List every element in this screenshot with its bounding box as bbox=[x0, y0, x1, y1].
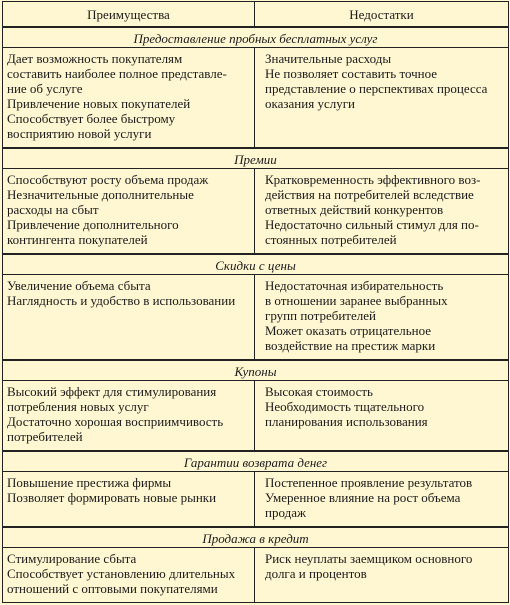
advantage-line: Высокий эффект для стимулирования bbox=[7, 384, 217, 399]
advantage-line: расходы на сбыт bbox=[7, 202, 99, 217]
disadvantage-line: продаж bbox=[265, 505, 306, 520]
comparison-table bbox=[2, 1, 509, 603]
disadvantage-line: стоянных потребителей bbox=[265, 232, 397, 247]
advantage-line: Способствует установлению длительных bbox=[7, 566, 236, 581]
advantage-line: Позволяет формировать новые рынки bbox=[7, 490, 217, 505]
section-title-row bbox=[3, 360, 509, 381]
advantage-line: Незначительные дополнительные bbox=[7, 187, 194, 202]
advantage-line: Дает возможность покупателям bbox=[7, 51, 183, 66]
disadvantages-cell bbox=[255, 275, 509, 361]
advantage-line: потребления новых услуг bbox=[7, 399, 149, 414]
advantages-cell bbox=[3, 548, 255, 603]
section-title-row bbox=[3, 148, 509, 169]
disadvantage-line: Может оказать отрицательное bbox=[265, 323, 432, 338]
advantage-line: Привлечение дополнительного bbox=[7, 217, 179, 232]
advantage-line: восприятию новой услуги bbox=[7, 126, 152, 141]
section-content-row bbox=[3, 275, 509, 361]
disadvantage-line: представление о перспективах процесса bbox=[265, 81, 488, 96]
disadvantages-cell bbox=[255, 548, 509, 603]
advantage-line: Способствуют росту объема продаж bbox=[7, 172, 209, 187]
advantage-line: Повышение престижа фирмы bbox=[7, 475, 172, 490]
disadvantage-line: Кратковременность эффективного воз- bbox=[265, 172, 481, 187]
advantage-line: отношений с оптовыми покупателями bbox=[7, 581, 218, 596]
section-title: Продажа в кредит bbox=[3, 527, 509, 548]
section-title: Гарантии возврата денег bbox=[3, 451, 509, 472]
header-disadvantages: Недостатки bbox=[255, 2, 509, 28]
disadvantages-cell bbox=[255, 169, 509, 255]
disadvantage-line: Умеренное влияние на рост объема bbox=[265, 490, 461, 505]
disadvantages-cell bbox=[255, 472, 509, 528]
advantage-line: потребителей bbox=[7, 429, 83, 444]
disadvantage-line: Риск неуплаты заемщиком основного bbox=[265, 551, 473, 566]
advantage-line: Наглядность и удобство в использовании bbox=[7, 293, 236, 308]
disadvantages-cell bbox=[255, 48, 509, 149]
advantage-line: Увеличение объема сбыта bbox=[7, 278, 151, 293]
disadvantage-line: Недостаточная избирательность bbox=[265, 278, 444, 293]
disadvantage-line: в отношении заранее выбранных bbox=[265, 293, 448, 308]
disadvantage-line: планирования использования bbox=[265, 414, 428, 429]
disadvantage-line: Необходимость тщательного bbox=[265, 399, 425, 414]
section-title: Премии bbox=[3, 148, 509, 169]
disadvantage-line: Недостаточно сильный стимул для по- bbox=[265, 217, 479, 232]
section-content-row bbox=[3, 548, 509, 603]
disadvantage-line: оказания услуги bbox=[265, 96, 355, 111]
section-content-row bbox=[3, 48, 509, 149]
advantage-line: Достаточно хорошая восприимчивость bbox=[7, 414, 224, 429]
disadvantages-cell bbox=[255, 381, 509, 452]
disadvantage-line: ответных действий конкурентов bbox=[265, 202, 444, 217]
section-title-row bbox=[3, 254, 509, 275]
section-title-row bbox=[3, 527, 509, 548]
section-title: Предоставление пробных бесплатных услуг bbox=[3, 27, 509, 48]
section-content-row bbox=[3, 169, 509, 255]
disadvantage-line: Постепенное проявление результатов bbox=[265, 475, 473, 490]
advantage-line: Способствует более быстрому bbox=[7, 111, 176, 126]
advantages-cell bbox=[3, 381, 255, 452]
advantage-line: Привлечение новых покупателей bbox=[7, 96, 191, 111]
disadvantage-line: групп потребителей bbox=[265, 308, 376, 323]
advantage-line: контингента покупателей bbox=[7, 232, 148, 247]
disadvantage-line: Значительные расходы bbox=[265, 51, 392, 66]
table-body bbox=[3, 27, 509, 603]
section-title-row bbox=[3, 27, 509, 48]
disadvantage-line: Высокая стоимость bbox=[265, 384, 373, 399]
section-content-row bbox=[3, 381, 509, 452]
disadvantage-line: действия на потребителей вследствие bbox=[265, 187, 474, 202]
section-title: Купоны bbox=[3, 360, 509, 381]
advantages-cell bbox=[3, 472, 255, 528]
advantages-cell bbox=[3, 275, 255, 361]
advantage-line: ние об услуге bbox=[7, 81, 83, 96]
advantage-line: составить наиболее полное представле- bbox=[7, 66, 227, 81]
advantages-cell bbox=[3, 48, 255, 149]
disadvantage-line: долга и процентов bbox=[265, 566, 367, 581]
disadvantage-line: Не позволяет составить точное bbox=[265, 66, 438, 81]
header-row bbox=[3, 2, 509, 28]
section-content-row bbox=[3, 472, 509, 528]
header-advantages: Преимущества bbox=[3, 2, 255, 28]
section-title-row bbox=[3, 451, 509, 472]
advantage-line: Стимулирование сбыта bbox=[7, 551, 137, 566]
section-title: Скидки с цены bbox=[3, 254, 509, 275]
disadvantage-line: воздействие на престиж марки bbox=[265, 338, 436, 353]
advantages-cell bbox=[3, 169, 255, 255]
